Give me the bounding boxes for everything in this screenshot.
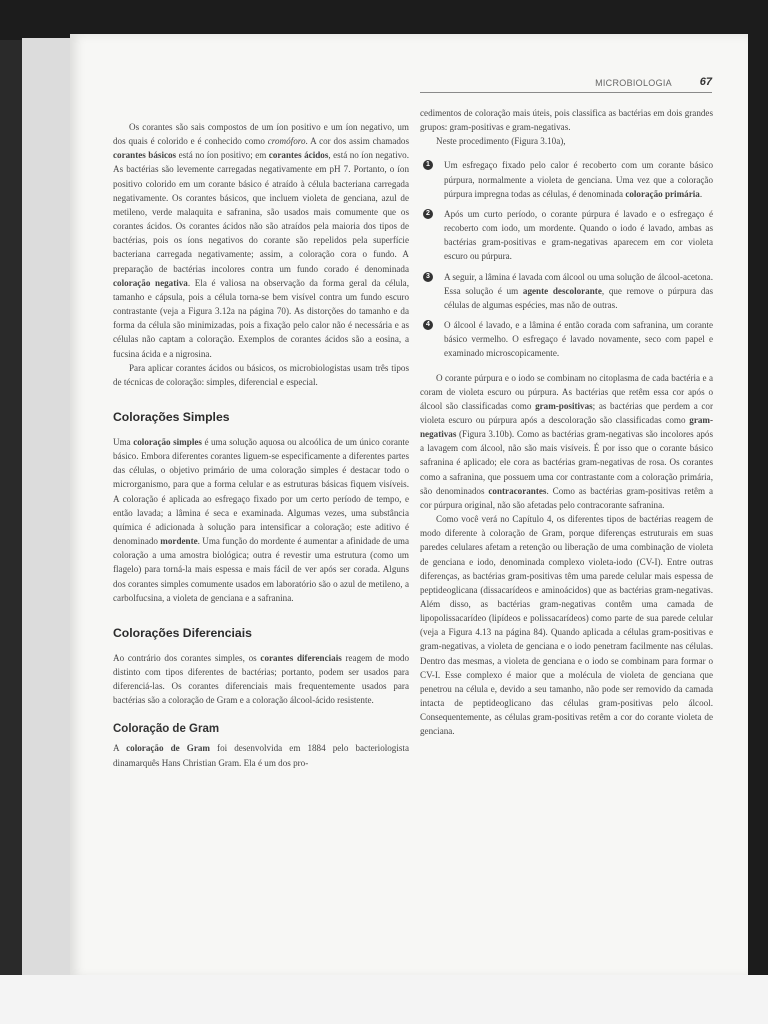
gram-procedure-steps (420, 158, 713, 360)
paragraph-cell-wall-differences: Como você verá no Capítulo 4, os diferentes tipos de bactérias reagem de modo diferente à coloração de Gram, porque diferenças estruturais em suas paredes celulares afetam a retenção ou liberação de uma combinação de violeta de genciana e iodo, denominada complexo violeta-iodo (CV-I). Entre outras diferenças, as bactérias gram-positivas têm uma parede celular mais espessa de peptideoglicana (dissacarídeos e aminoácidos) que as bactérias gram-negativas. Além disso, as bactérias gram-negativas contêm uma camada de lipopolissacarídeo (lipídeos e polissacarídeos) como parte de sua parede celular (veja a Figura 4.13 na página 84). Quando aplicada a células gram-positivas e gram-negativas, a violeta de genciana e o iodo penetram facilmente nas células. Dentro das mesmas, a violeta de genciana e o iodo se combinam para formar o CV-I. Esse complexo é maior que a molécula de violeta de genciana que penetrou na célula e, devido a seu tamanho, não pode ser removido da camada intacta de peptideoglicano das células gram-positivas pelo álcool. Consequentemente, as células gram-positivas retêm a cor do corante violeta de genciana. (420, 514, 713, 737)
heading-coloracoes-diferenciais: Colorações Diferenciais (113, 625, 252, 640)
heading-coloracoes-simples: Colorações Simples (113, 409, 230, 424)
term-contracorantes: contracorantes (488, 485, 547, 496)
term-coloracao-negativa: coloração negativa (113, 277, 188, 288)
paragraph-gram-results: O corante púrpura e o iodo se combinam no citoplasma de cada bactéria e a coram de violeta escuro ou púrpura. As bactérias que retêm essa cor após o álcool são classificadas como gram-positivas; as bactérias que perdem a cor violeta escuro ou púrpura após a descoloração são classificadas como gram-negativas (Figura 3.10b). Como as bactérias gram-negativas são incolores após a lavagem com álcool, não são mais visíveis. É por isso que o corante básico safranina é aplicado; ele cora as bactérias gram-negativas de rosa. Os corantes como a safranina, que possuem uma cor contrastante com a coloração primária, são denominados contracorantes. Como as bactérias gram-positivas retêm a cor púrpura original, não são afetadas pelo contracorante safranina. (420, 372, 713, 510)
term-coloracao-simples: coloração simples (133, 436, 202, 447)
procedure-step: 2 Após um curto período, o corante púrpura é lavado e o esfregaço é recoberto com iodo, um mordente. Quando o iodo é lavado, ambas as bactérias gram-positivas e gram-negativas aparecem em cor violeta escuro ou púrpura. (420, 207, 713, 264)
step-number-badge: 3 (423, 272, 433, 282)
paragraph-stains-intro: Os corantes são sais compostos de um íon positivo e um íon negativo, um dos quais é colorido e é conhecido como cromóforo. A cor dos assim chamados corantes básicos está no íon positivo; em corantes ácidos, está no íon negativo. As bactérias são levemente carregadas negativamente em pH 7. Portanto, o íon positivo colorido em um corante básico é atraído à célula bacteriana carregada negativamente. Os corantes básicos, que incluem violeta de genciana, azul de metileno, verde malaquita e safranina, são usados mais comumente que os corantes ácidos. Os corantes ácidos não são atraídos pela maioria dos tipos de bactérias, pois os íons negativos do corante são repelidos pela superfície bacteriana carregada negativamente; assim, a coloração cora o fundo. A preparação de bactérias incolores contra um fundo corado é denominada coloração negativa. Ela é valiosa na observação da forma geral da célula, tamanho e cápsula, pois a célula torna-se bem visível contra um fundo escuro contrastante (veja a Figura 3.12a na página 70). As distorções do tamanho e da forma da célula são minimizadas, pois a fixação pelo calor não é necessária e as células não captam a coloração. Exemplos de corantes ácidos são a eosina, a fucsina ácida e a nigrosina. (113, 122, 409, 359)
procedure-step: 3 A seguir, a lâmina é lavada com álcool ou uma solução de álcool-acetona. Essa solução é um agente descolorante, que remove o púrpura das células de algumas espécies, mas não de outras. (420, 270, 713, 312)
step-number-badge: 4 (423, 320, 433, 330)
paragraph-procedure-intro: Neste procedimento (Figura 3.10a), (436, 136, 566, 147)
step-number-badge: 1 (423, 160, 433, 170)
procedure-step: 4 O álcool é lavado, e a lâmina é então corada com safranina, um corante básico vermelho. O esfregaço é lavado novamente, seco com papel e examinado microscopicamente. (420, 318, 713, 360)
term-coloracao-de-gram: coloração de Gram (126, 743, 210, 754)
step-number-badge: 2 (423, 209, 433, 219)
term-cromoforo: cromóforo (267, 136, 306, 147)
paragraph-techniques: Para aplicar corantes ácidos ou básicos, os microbiologistas usam três tipos de técnicas de coloração: simples, diferencial e especial. (113, 362, 409, 387)
page-number: 67 (699, 76, 712, 88)
scanner-background-bottom (0, 975, 768, 1024)
term-agente-descolorante: agente descolorante (522, 285, 602, 296)
running-head-section: MICROBIOLOGIA (595, 78, 672, 88)
term-coloracao-primaria: coloração primária (625, 188, 700, 199)
right-column (420, 106, 713, 739)
running-head (420, 76, 712, 93)
term-corantes-acidos: corantes ácidos (268, 150, 329, 161)
left-column (113, 120, 409, 770)
term-gram-positivas: gram-positivas (535, 400, 593, 411)
paragraph-differential-stains: Ao contrário dos corantes simples, os corantes diferenciais reagem de modo distinto com tipos diferentes de bactérias; portanto, podem ser usados para diferenciá-las. Os corantes diferenciais mais frequentemente usados para bactérias são a coloração de Gram e a coloração álcool-ácido resistente. (113, 652, 410, 706)
book-spine-edge (22, 38, 75, 978)
paragraph-gram-intro: A coloração de Gram foi desenvolvida em 1884 pelo bacteriologista dinamarquês Hans Christian Gram. Ela é um dos pro- (113, 743, 409, 768)
paragraph-simple-stains: Uma coloração simples é uma solução aquosa ou alcoólica de um único corante básico. Embora diferentes corantes liguem-se especificamente a diferentes partes das células, o objetivo primário de uma coloração simples é destacar todo o microrganismo, para que a forma celular e as estruturas básicas fiquem visíveis. A coloração é aplicada ao esfregaço fixado por um certo período de tempo, e então lavada; a lâmina é seca e examinada. Algumas vezes, uma substância química é adicionada à solução para intensificar a coloração; este aditivo é denominado mordente. Uma função do mordente é aumentar a afinidade de uma coloração a uma amostra biológica; outra é revestir uma estrutura (como um flagelo) para torná-la mais espessa e mais fácil de ver após ser corada. Alguns dos corantes simples comumente usados em laboratório são o azul de metileno, a carbolfucsina, a violeta de genciana e a safranina. (113, 436, 409, 603)
paragraph-gram-continued: cedimentos de coloração mais úteis, pois classifica as bactérias em dois grandes grupos: gram-positivas e gram-negativas. (420, 108, 713, 133)
heading-coloracao-de-gram: Coloração de Gram (113, 723, 220, 736)
term-gram-negativas: gram-negativas (420, 414, 713, 440)
term-corantes-basicos: corantes básicos (113, 150, 177, 161)
term-corantes-diferenciais: corantes diferenciais (260, 652, 342, 663)
term-mordente: mordente (160, 536, 198, 547)
scanner-background-right (745, 30, 768, 980)
procedure-step: 1 Um esfregaço fixado pelo calor é recoberto com um corante básico púrpura, normalmente a violeta de genciana. Uma vez que a coloração púrpura impregna todas as células, é denominada coloração primária. (420, 158, 713, 200)
